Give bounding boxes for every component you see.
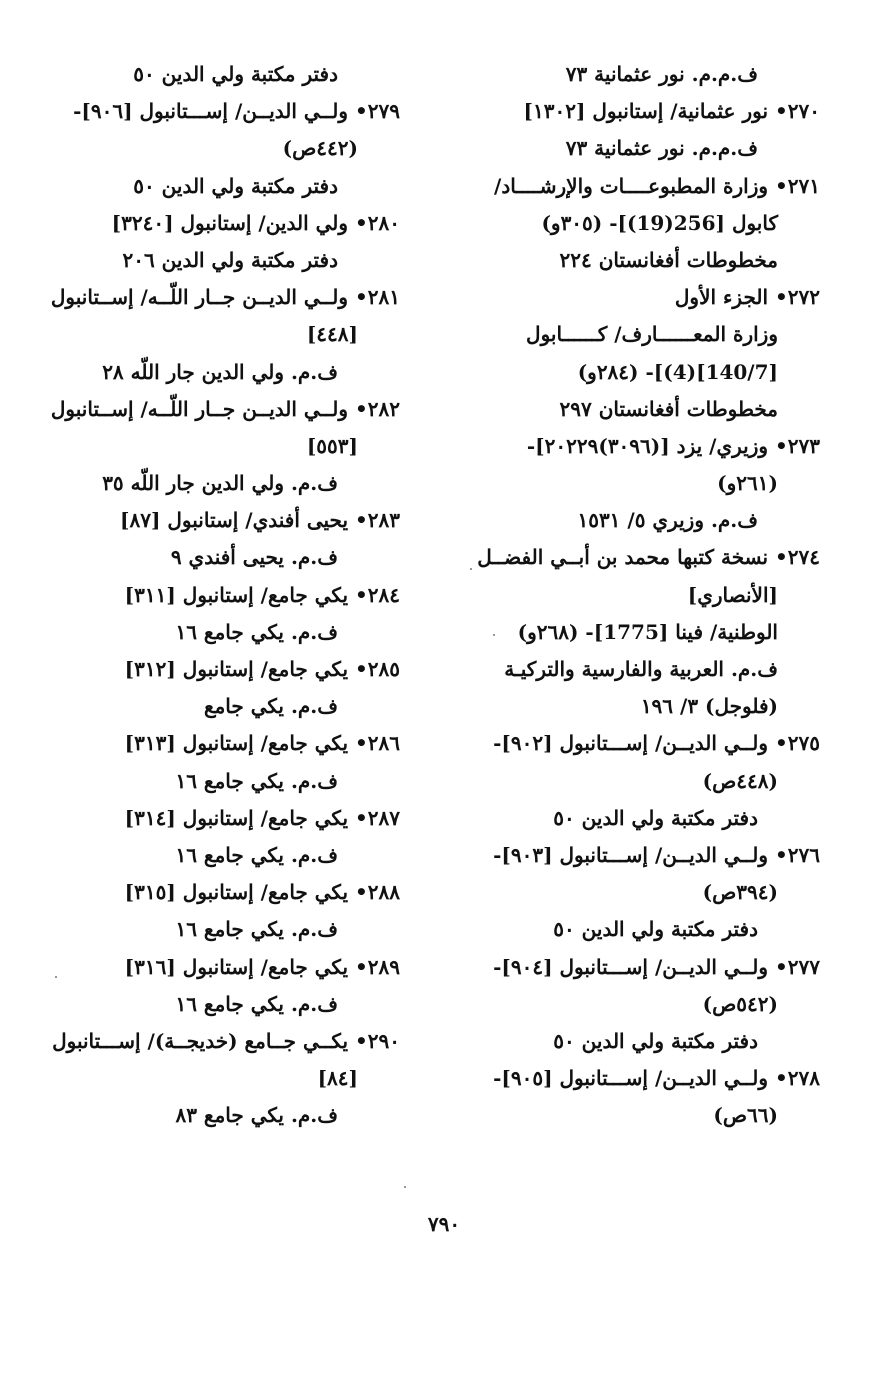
entry-line: ٢٨١• ولــي الديــن جــار اللّــه/ إســتانبول: [50, 285, 400, 310]
entry-line: ٢٧١• وزارة المطبوعــــات والإرشــــاد/: [494, 173, 820, 198]
entry-line: دفتر مكتبة ولي الدين ٥٠: [553, 1028, 758, 1053]
entry-line: [٨٤]: [317, 1066, 358, 1091]
entry-line: ٢٧٨• ولــي الديــن/ إســـتانبول [٩٠٥]-: [493, 1066, 820, 1091]
entry-line: ف.م. يكي جامع: [203, 694, 338, 719]
entry-line: (٤٤٢ص): [282, 136, 358, 161]
right-column: [475, 56, 820, 1134]
entry-line: ف.م.م. نور عثمانية ٧٣: [565, 62, 758, 86]
entry-line: ف.م. ولي الدين جار اللّه ٣٥: [102, 471, 338, 496]
scan-speck: [493, 634, 495, 636]
entry-line: ٢٨٦• يكي جامع/ إستانبول [٣١٣]: [124, 731, 400, 756]
entry-line: دفتر مكتبة ولي الدين ٥٠: [553, 917, 758, 942]
entry-line: ف.م. يكي جامع ١٦: [175, 917, 338, 942]
entry-line: ف.م. وزيري ٥/ ١٥٣١: [577, 508, 758, 533]
entry-line: (٦٦ص): [713, 1103, 778, 1128]
entry-line: كابول [256(19)]- (٣٠٥و): [541, 210, 778, 235]
entry-line: ٢٧٤• نسخة كتبها محمد بن أبــي الفضــل: [477, 545, 820, 570]
entry-line: ف.م. يكي جامع ١٦: [175, 842, 338, 867]
entry-line: ٢٨٠• ولي الدين/ إستانبول [٣٢٤٠]: [111, 210, 400, 235]
entry-line: ف.م. العربية والفارسية والتركيـة: [504, 657, 778, 681]
entry-line: ف.م. ولي الدين جار اللّه ٢٨: [102, 359, 338, 384]
entry-line: ٢٧٥• ولــي الديــن/ إســـتانبول [٩٠٢]-: [493, 731, 820, 756]
entry-line: (٢٦١و): [717, 471, 778, 496]
entry-line: ٢٨٣• يحيى أفندي/ إستانبول [٨٧]: [120, 508, 400, 533]
entry-line: ٢٧٧• ولــي الديــن/ إســـتانبول [٩٠٤]-: [493, 954, 820, 979]
entry-line: (٣٩٤ص): [702, 880, 778, 905]
entry-line: وزارة المعــــــارف/ كــــــابول: [526, 322, 778, 347]
entry-line: مخطوطات أفغانستان ٢٩٧: [559, 396, 778, 421]
entry-line: ٢٨٩• يكي جامع/ إستانبول [٣١٦]: [124, 954, 400, 979]
entry-line: ٢٧٦• ولــي الديــن/ إســـتانبول [٩٠٣]-: [493, 842, 820, 867]
entry-line: ف.م. يحيى أفندي ٩: [170, 545, 338, 570]
entry-line: دفتر مكتبة ولي الدين ٥٠: [133, 62, 338, 86]
entry-line: ٢٧٣• وزيري/ يزد [(٣٠٩٦)٢٠٢٢٩]-: [526, 433, 820, 458]
entry-line: ٢٨٧• يكي جامع/ إستانبول [٣١٤]: [124, 805, 400, 830]
entry-line: دفتر مكتبة ولي الدين ٢٠٦: [122, 247, 338, 272]
entry-line: ف.م. يكي جامع ١٦: [175, 991, 338, 1016]
entry-line: (فلوجل) ٣/ ١٩٦: [640, 694, 778, 719]
entry-line: [٥٥٣]: [306, 433, 358, 458]
entry-line: (٥٤٢ص): [702, 991, 778, 1016]
entry-line: ٢٨٤• يكي جامع/ إستانبول [٣١١]: [124, 582, 400, 607]
entry-line: ف.م. يكي جامع ٨٣: [175, 1103, 338, 1128]
entry-line: ٢٩٠• يكــي جــامع (خديجــة)/ إســـتانبول: [52, 1028, 400, 1053]
page-number: ٧٩٠: [427, 1212, 461, 1236]
scan-speck: [470, 568, 472, 570]
entry-line: الوطنية/ فينا [1775]- (٢٦٨و): [517, 619, 778, 644]
entry-line: ٢٨٥• يكي جامع/ إستانبول [٣١٢]: [124, 657, 400, 681]
entry-line: [140/7](4)]- (٢٨٤و): [577, 359, 778, 384]
entry-line: دفتر مكتبة ولي الدين ٥٠: [133, 173, 338, 198]
entry-line: ٢٨٢• ولــي الديــن جــار اللّــه/ إســتانبول: [50, 396, 400, 421]
entry-line: مخطوطات أفغانستان ٢٢٤: [559, 247, 778, 272]
entry-line: ٢٧٩• ولــي الديــن/ إســـتانبول [٩٠٦]-: [73, 99, 400, 124]
entry-line: [الأنصاري]: [687, 582, 778, 607]
entry-line: ف.م.م. نور عثمانية ٧٣: [565, 136, 758, 161]
scan-speck: [404, 1186, 406, 1188]
entry-line: (٤٤٨ص): [702, 768, 778, 793]
entry-line: ف.م. يكي جامع ١٦: [175, 619, 338, 644]
entry-line: ٢٧٢• الجزء الأول: [674, 285, 820, 310]
left-column: [50, 56, 400, 1134]
entry-line: دفتر مكتبة ولي الدين ٥٠: [553, 805, 758, 830]
scan-speck: [55, 976, 57, 978]
entry-line: ٢٧٠• نور عثمانية/ إستانبول [١٣٠٢]: [523, 99, 820, 124]
entry-line: ٢٨٨• يكي جامع/ إستانبول [٣١٥]: [124, 880, 400, 905]
entry-line: ف.م. يكي جامع ١٦: [175, 768, 338, 793]
entry-line: [٤٤٨]: [306, 322, 358, 347]
